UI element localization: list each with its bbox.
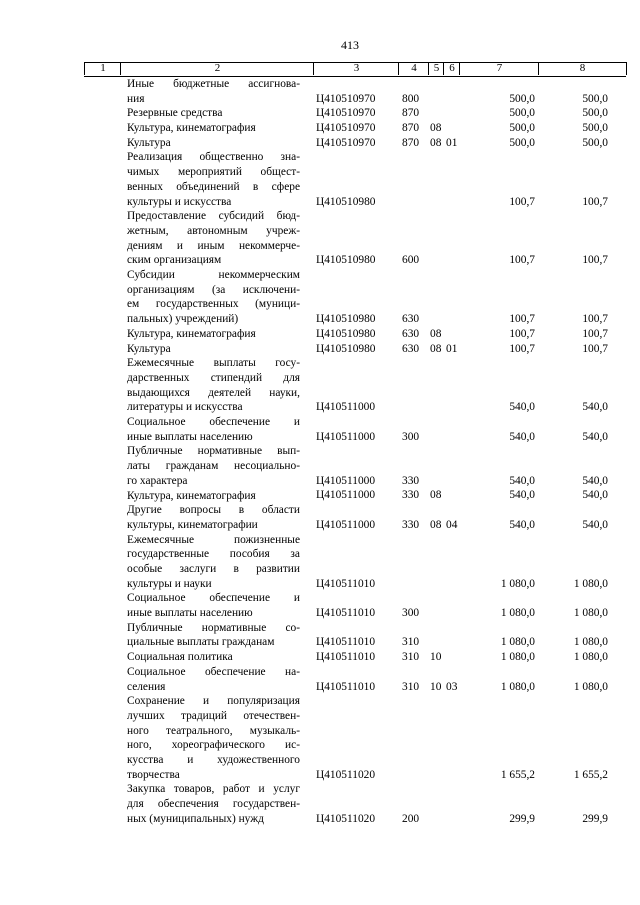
row-name-line: селения [127, 680, 166, 693]
row-name [127, 106, 300, 121]
amount-year-2-cell: 500,0 [582, 122, 608, 135]
section-cell: 10 [430, 651, 442, 664]
amount-year-1-cell: 540,0 [509, 474, 535, 487]
header-col-7: 7 [459, 62, 539, 75]
target-code-cell: Ц410510970 [316, 122, 376, 135]
expense-type-cell: 630 [402, 342, 420, 355]
amount-year-1-cell: 1 080,0 [500, 636, 535, 649]
target-code-cell: Ц410510970 [316, 92, 376, 105]
row-name-line: Публичные нормативные вып- [127, 445, 300, 458]
row-name [127, 327, 300, 342]
row-name-line: культуры, кинематографии [127, 518, 258, 531]
amount-year-2-cell: 100,7 [582, 195, 608, 208]
row-name-line: Субсидии некоммерческим [127, 269, 300, 282]
table-row [0, 121, 640, 136]
budget-table-body [0, 77, 640, 827]
header-col-6: 6 [443, 62, 460, 75]
row-name [127, 621, 300, 650]
row-name-line: Иные бюджетные ассигнова- [127, 78, 300, 90]
amount-year-1-cell: 540,0 [509, 518, 535, 531]
expense-type-cell: 300 [402, 430, 420, 443]
table-row [0, 356, 640, 415]
row-name [127, 121, 300, 136]
target-code-cell: Ц410510980 [316, 313, 376, 326]
row-name-line: жетным, автономным учреж- [127, 224, 300, 237]
header-col-5: 5 [428, 62, 444, 75]
row-name [127, 415, 300, 444]
row-name-line: ных (муниципальных) нужд [127, 812, 264, 825]
row-name-line: ного театрального, музыкаль- [127, 724, 300, 737]
row-name-line: Социальное обеспечение и [127, 416, 300, 429]
expense-type-cell: 870 [402, 122, 420, 135]
target-code-cell: Ц410510970 [316, 136, 376, 149]
table-row [0, 77, 640, 106]
row-name-line: Закупка товаров, работ и услуг [127, 783, 300, 796]
table-row [0, 533, 640, 592]
target-code-cell: Ц410510980 [316, 327, 376, 340]
amount-year-1-cell: 100,7 [509, 195, 535, 208]
amount-year-1-cell: 500,0 [509, 122, 535, 135]
table-row [0, 621, 640, 650]
row-name-line: творчества [127, 768, 180, 781]
row-name [127, 650, 300, 665]
row-name-line: государственные пособия за [127, 548, 300, 561]
row-name-line: Социальное обеспечение и [127, 592, 300, 605]
section-cell: 08 [430, 122, 442, 135]
target-code-cell: Ц410511010 [316, 651, 376, 664]
amount-year-1-cell: 100,7 [509, 313, 535, 326]
row-name-line: Публичные нормативные со- [127, 621, 300, 634]
target-code-cell: Ц410510980 [316, 254, 376, 267]
row-name-line: ем государственных (муници- [127, 298, 300, 311]
row-name-line: Резервные средства [127, 107, 223, 120]
expense-type-cell: 330 [402, 518, 420, 531]
expense-type-cell: 800 [402, 92, 420, 105]
row-name [127, 136, 300, 151]
row-name-line: Социальная политика [127, 651, 233, 664]
amount-year-2-cell: 1 080,0 [573, 577, 608, 590]
row-name-line: Культура [127, 136, 171, 149]
row-name [127, 444, 300, 488]
row-name-line: выдающихся деятелей науки, [127, 386, 300, 399]
row-name-line: го характера [127, 474, 188, 487]
target-code-cell: Ц410511000 [316, 430, 376, 443]
expense-type-cell: 310 [402, 636, 420, 649]
row-name-line: особые заслуги в развитии [127, 562, 300, 575]
amount-year-2-cell: 540,0 [582, 518, 608, 531]
row-name [127, 665, 300, 694]
subsection-cell: 03 [446, 680, 458, 693]
row-name-line: ного, хореографического ис- [127, 739, 300, 752]
row-name-line: латы гражданам несоциально- [127, 460, 300, 473]
row-name [127, 694, 300, 782]
expense-type-cell: 310 [402, 651, 420, 664]
row-name-line: Культура, кинематография [127, 122, 256, 135]
amount-year-2-cell: 100,7 [582, 342, 608, 355]
expense-type-cell: 300 [402, 607, 420, 620]
amount-year-1-cell: 100,7 [509, 342, 535, 355]
row-name [127, 342, 300, 357]
subsection-cell: 01 [446, 136, 458, 149]
amount-year-2-cell: 1 080,0 [573, 680, 608, 693]
row-name [127, 77, 300, 106]
row-name-line: ским организациям [127, 254, 222, 267]
amount-year-2-cell: 500,0 [582, 92, 608, 105]
target-code-cell: Ц410511020 [316, 768, 376, 781]
section-cell: 08 [430, 136, 442, 149]
amount-year-2-cell: 540,0 [582, 430, 608, 443]
row-name-line: Ежемесячные выплаты госу- [127, 357, 300, 370]
table-row [0, 342, 640, 357]
target-code-cell: Ц410511010 [316, 680, 376, 693]
table-row [0, 150, 640, 209]
row-name-line: чимых мероприятий общест- [127, 166, 300, 179]
table-row [0, 782, 640, 826]
table-row [0, 136, 640, 151]
target-code-cell: Ц410511010 [316, 577, 376, 590]
amount-year-2-cell: 500,0 [582, 136, 608, 149]
page-number: 413 [341, 38, 359, 52]
amount-year-2-cell: 299,9 [582, 812, 608, 825]
expense-type-cell: 870 [402, 107, 420, 120]
header-col-2: 2 [120, 62, 314, 75]
section-cell: 10 [430, 680, 442, 693]
row-name [127, 209, 300, 268]
amount-year-1-cell: 500,0 [509, 136, 535, 149]
row-name [127, 591, 300, 620]
target-code-cell: Ц410511000 [316, 474, 376, 487]
section-cell: 08 [430, 342, 442, 355]
amount-year-1-cell: 1 080,0 [500, 680, 535, 693]
expense-type-cell: 310 [402, 680, 420, 693]
row-name-line: иные выплаты населению [127, 607, 253, 620]
row-name [127, 489, 300, 504]
table-row [0, 665, 640, 694]
amount-year-1-cell: 500,0 [509, 107, 535, 120]
row-name-line: культуры и науки [127, 577, 212, 590]
row-name [127, 782, 300, 826]
row-name-line: Ежемесячные пожизненные [127, 533, 300, 546]
expense-type-cell: 330 [402, 489, 420, 502]
expense-type-cell: 600 [402, 254, 420, 267]
row-name-line: циальные выплаты гражданам [127, 636, 275, 649]
amount-year-2-cell: 540,0 [582, 401, 608, 414]
table-row [0, 268, 640, 327]
table-row [0, 591, 640, 620]
header-col-1: 1 [84, 62, 121, 75]
amount-year-1-cell: 540,0 [509, 430, 535, 443]
row-name-line: дарственных стипендий для [127, 371, 300, 384]
row-name-line: организациям (за исключени- [127, 283, 300, 296]
amount-year-1-cell: 1 080,0 [500, 607, 535, 620]
row-name-line: для обеспечения государствен- [127, 798, 300, 811]
row-name-line: дениям и иным некоммерче- [127, 239, 300, 252]
target-code-cell: Ц410511020 [316, 812, 376, 825]
table-row [0, 503, 640, 532]
table-row [0, 489, 640, 504]
row-name-line: Культура, кинематография [127, 489, 256, 502]
amount-year-2-cell: 100,7 [582, 313, 608, 326]
table-header [84, 62, 626, 76]
amount-year-1-cell: 100,7 [509, 327, 535, 340]
target-code-cell: Ц410511000 [316, 489, 376, 502]
amount-year-1-cell: 1 080,0 [500, 577, 535, 590]
table-row [0, 415, 640, 444]
table-row [0, 106, 640, 121]
target-code-cell: Ц410510980 [316, 195, 376, 208]
row-name-line: Предоставление субсидий бюд- [127, 210, 300, 223]
row-name-line: Реализация общественно зна- [127, 151, 300, 164]
target-code-cell: Ц410511010 [316, 636, 376, 649]
amount-year-1-cell: 299,9 [509, 812, 535, 825]
expense-type-cell: 630 [402, 313, 420, 326]
subsection-cell: 01 [446, 342, 458, 355]
table-row [0, 694, 640, 782]
section-cell: 08 [430, 489, 442, 502]
row-name [127, 503, 300, 532]
expense-type-cell: 200 [402, 812, 420, 825]
row-name-line: Культура, кинематография [127, 327, 256, 340]
table-row [0, 444, 640, 488]
expense-type-cell: 630 [402, 327, 420, 340]
amount-year-2-cell: 100,7 [582, 254, 608, 267]
expense-type-cell: 870 [402, 136, 420, 149]
subsection-cell: 04 [446, 518, 458, 531]
row-name-line: Другие вопросы в области [127, 504, 300, 517]
row-name [127, 533, 300, 592]
amount-year-2-cell: 1 655,2 [573, 768, 608, 781]
row-name-line: культуры и искусства [127, 195, 232, 208]
amount-year-1-cell: 1 080,0 [500, 651, 535, 664]
target-code-cell: Ц410510970 [316, 107, 376, 120]
target-code-cell: Ц410511000 [316, 401, 376, 414]
header-col-3: 3 [313, 62, 399, 75]
amount-year-2-cell: 540,0 [582, 474, 608, 487]
amount-year-1-cell: 540,0 [509, 401, 535, 414]
row-name [127, 268, 300, 327]
amount-year-2-cell: 100,7 [582, 327, 608, 340]
amount-year-2-cell: 500,0 [582, 107, 608, 120]
row-name-line: Культура [127, 342, 171, 355]
row-name-line: иные выплаты населению [127, 430, 253, 443]
row-name-line: кусства и художественного [127, 754, 300, 767]
target-code-cell: Ц410510980 [316, 342, 376, 355]
target-code-cell: Ц410511010 [316, 607, 376, 620]
amount-year-1-cell: 100,7 [509, 254, 535, 267]
header-col-4: 4 [398, 62, 429, 75]
section-cell: 08 [430, 327, 442, 340]
row-name-line: венных объединений в сфере [127, 180, 300, 193]
section-cell: 08 [430, 518, 442, 531]
row-name [127, 356, 300, 415]
amount-year-2-cell: 1 080,0 [573, 651, 608, 664]
row-name-line: Социальное обеспечение на- [127, 665, 300, 678]
row-name-line: Сохранение и популяризация [127, 695, 300, 708]
row-name-line: ния [127, 92, 145, 105]
table-row [0, 327, 640, 342]
target-code-cell: Ц410511000 [316, 518, 376, 531]
expense-type-cell: 330 [402, 474, 420, 487]
amount-year-1-cell: 500,0 [509, 92, 535, 105]
row-name-line: лучших традиций отечествен- [127, 709, 300, 722]
amount-year-2-cell: 1 080,0 [573, 636, 608, 649]
amount-year-1-cell: 540,0 [509, 489, 535, 502]
row-name [127, 150, 300, 209]
row-name-line: пальных) учреждений) [127, 313, 239, 326]
amount-year-2-cell: 1 080,0 [573, 607, 608, 620]
amount-year-2-cell: 540,0 [582, 489, 608, 502]
table-row [0, 209, 640, 268]
amount-year-1-cell: 1 655,2 [500, 768, 535, 781]
table-row [0, 650, 640, 665]
header-col-8: 8 [538, 62, 627, 75]
row-name-line: литературы и искусства [127, 401, 243, 414]
